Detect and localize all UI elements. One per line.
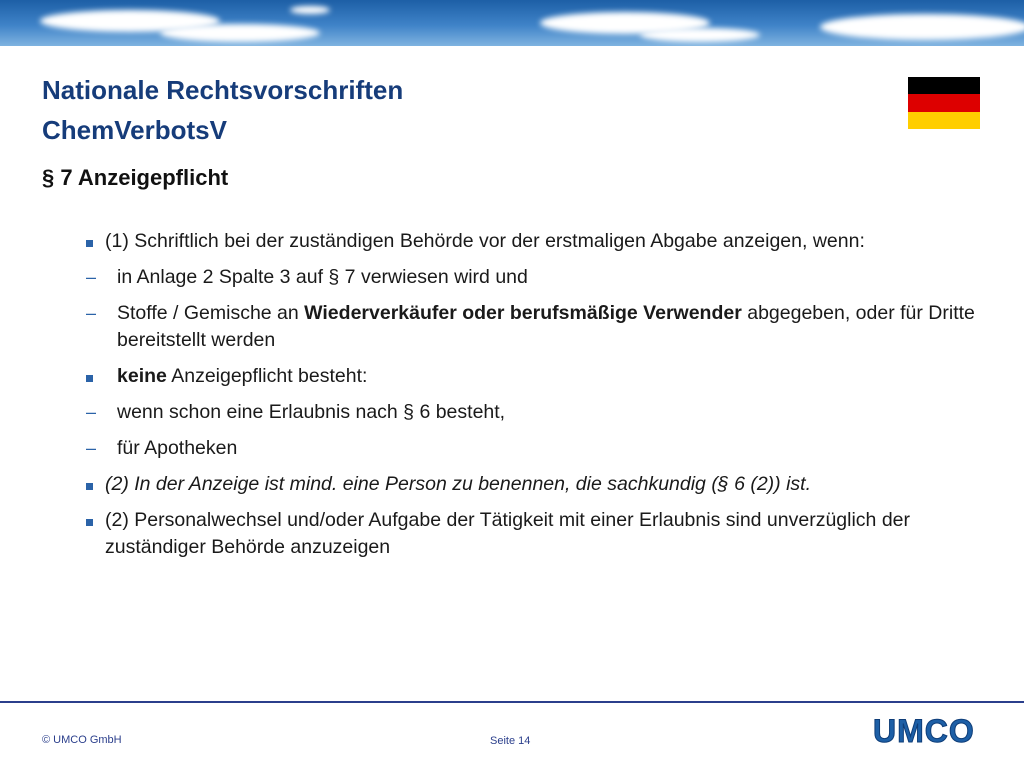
title-block [42, 70, 403, 150]
footer-copyright: © UMCO GmbH [42, 734, 122, 746]
list-item: – Stoffe / Gemische an Wiederverkäufer oder berufsmäßige Verwender abgegeben, oder für Dritte bereitstellt werden [86, 302, 975, 351]
section-heading: § 7 Anzeigepflicht [42, 165, 229, 190]
square-bullet-icon [86, 364, 93, 391]
list-item: – wenn schon eine Erlaubnis nach § 6 besteht, [86, 399, 1014, 426]
list-item: keine Anzeigepflicht besteht: [86, 363, 1014, 390]
dash-bullet-icon: – [86, 267, 97, 287]
umco-logo: UMCO [873, 713, 975, 749]
sky-banner [0, 0, 1024, 46]
square-bullet-icon [86, 508, 93, 535]
content-list [86, 228, 1014, 570]
page-title: Nationale Rechtsvorschriften [42, 75, 404, 105]
list-item: (2) Personalwechsel und/oder Aufgabe der Tätigkeit mit einer Erlaubnis sind unverzüglich der zuständiger Behörde anzuzeigen [86, 507, 1014, 561]
square-bullet-icon [86, 472, 93, 499]
dash-bullet-icon: – [86, 438, 97, 458]
list-item: (2) In der Anzeige ist mind. eine Person zu benennen, die sachkundig (§ 6 (2)) ist. [86, 471, 1014, 498]
list-item: – in Anlage 2 Spalte 3 auf § 7 verwiesen wird und [86, 264, 1014, 291]
list-item: – für Apotheken [86, 435, 1014, 462]
german-flag-icon [908, 77, 980, 129]
page-subtitle: ChemVerbotsV [42, 115, 227, 145]
page-number: Seite 14 [490, 735, 531, 747]
footer-divider [0, 701, 1024, 703]
dash-bullet-icon: – [86, 303, 97, 323]
list-item: (1) Schriftlich bei der zuständigen Behörde vor der erstmaligen Abgabe anzeigen, wenn: [86, 228, 1014, 255]
square-bullet-icon [86, 229, 93, 256]
dash-bullet-icon: – [86, 402, 97, 422]
